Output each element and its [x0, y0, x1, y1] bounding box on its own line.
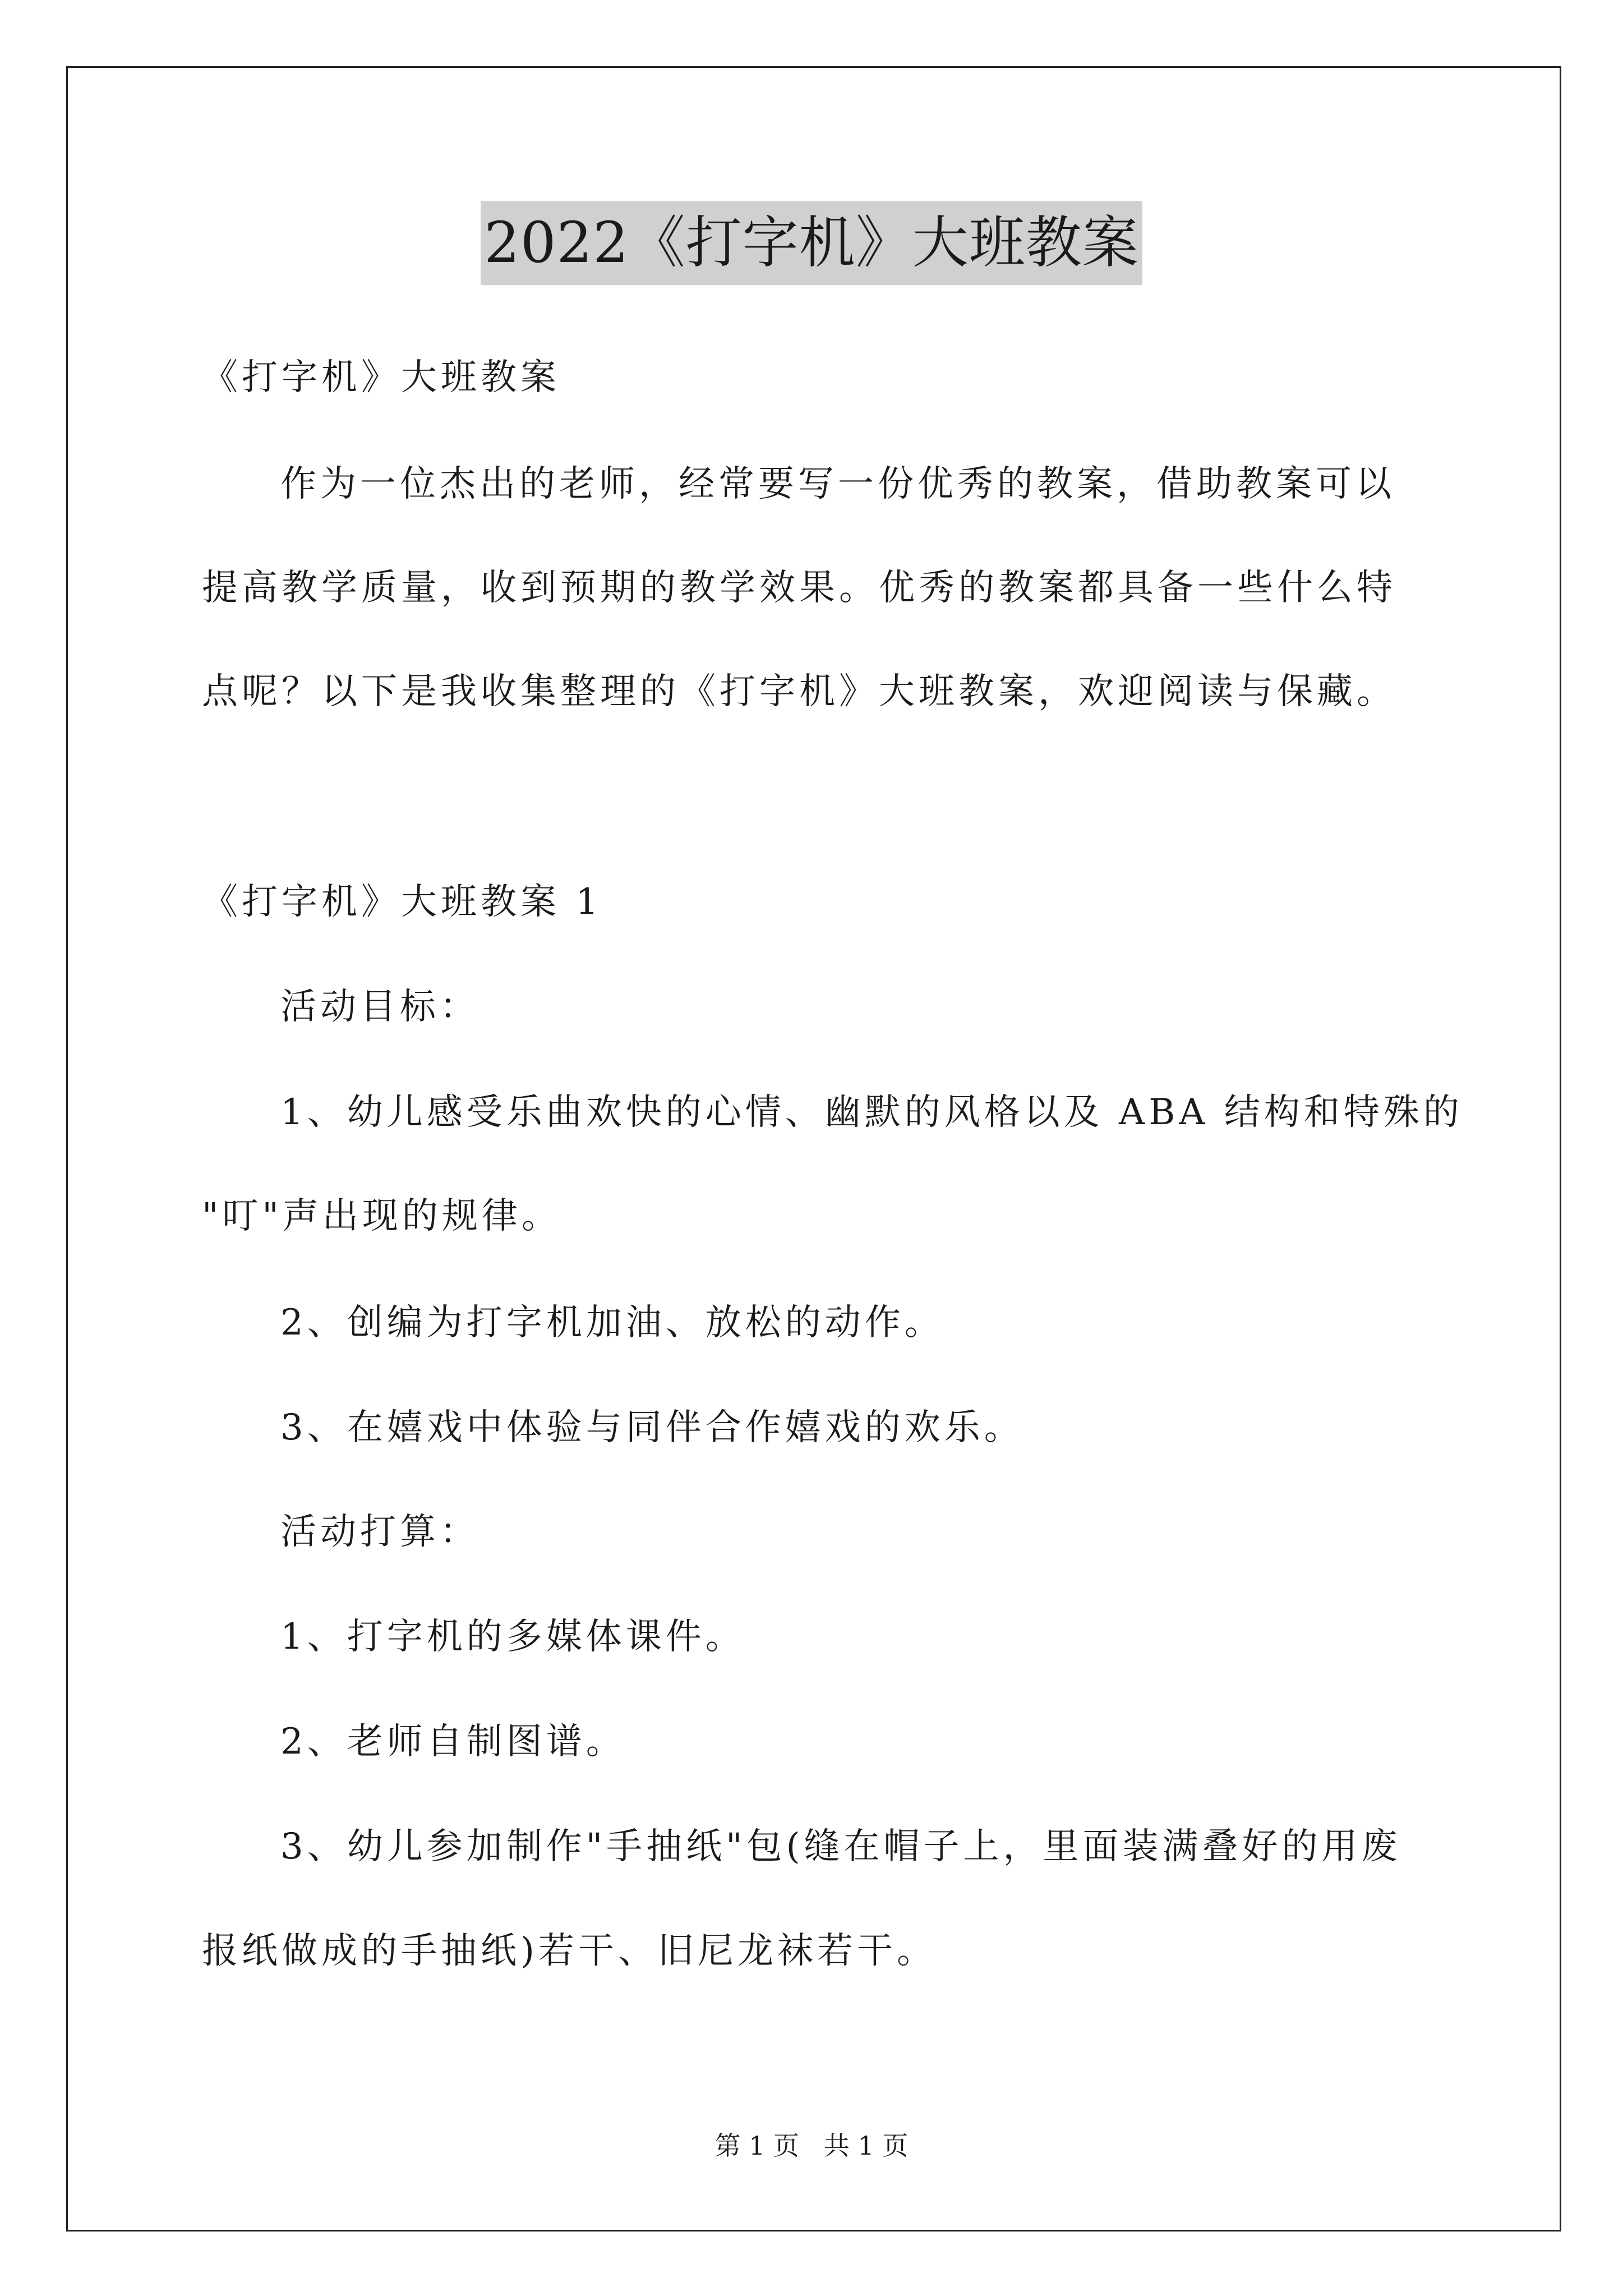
- paragraph-line: 作为一位杰出的老师，经常要写一份优秀的教案，借助教案可以: [280, 463, 1395, 505]
- list-item: 2、老师自制图谱。: [280, 1721, 626, 1763]
- section-heading: 《打字机》大班教案 1: [202, 881, 603, 923]
- paragraph-line: 点呢？以下是我收集整理的《打字机》大班教案，欢迎阅读与保藏。: [202, 671, 1396, 712]
- subheading: 活动打算：: [280, 1511, 479, 1553]
- title-container: [0, 201, 1623, 285]
- list-item: 3、幼儿参加制作"手抽纸"包(缝在帽子上，里面装满叠好的用废: [280, 1826, 1401, 1867]
- list-item: 3、在嬉戏中体验与同伴合作嬉戏的欢乐。: [280, 1407, 1024, 1448]
- document-title: 2022《打字机》大班教案: [481, 201, 1142, 285]
- paragraph-line: 提高教学质量，收到预期的教学效果。优秀的教案都具备一些什么特: [202, 567, 1396, 609]
- page-footer: 第 1 页 共 1 页: [714, 2131, 909, 2161]
- subheading: 活动目标：: [280, 986, 479, 1028]
- list-item-continuation: 报纸做成的手抽纸)若干、旧尼龙袜若干。: [202, 1930, 937, 1972]
- list-item: 2、创编为打字机加油、放松的动作。: [280, 1302, 944, 1343]
- list-item-continuation: "叮"声出现的规律。: [202, 1195, 561, 1237]
- list-item: 1、打字机的多媒体课件。: [280, 1616, 745, 1658]
- section-heading: 《打字机》大班教案: [202, 357, 560, 398]
- list-item: 1、幼儿感受乐曲欢快的心情、幽默的风格以及 ABA 结构和特殊的: [280, 1092, 1463, 1133]
